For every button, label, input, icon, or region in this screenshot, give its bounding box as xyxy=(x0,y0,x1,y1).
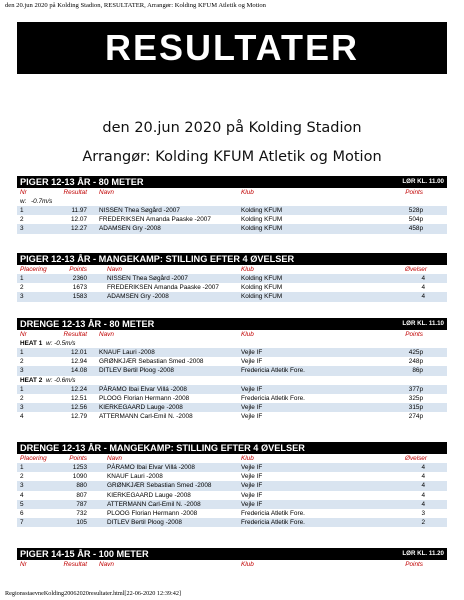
cell-points: 4 xyxy=(421,293,425,301)
cell-rank: 3 xyxy=(20,367,24,375)
section-time: LØR KL. 11.00 xyxy=(402,178,444,185)
cell-rank: 3 xyxy=(20,293,24,301)
cell-club: Kolding KFUM xyxy=(241,207,283,214)
cell-rank: 2 xyxy=(20,284,24,292)
cell-name: NISSEN Thea Søgård -2007 xyxy=(99,207,180,214)
result-row xyxy=(17,215,447,224)
cell-result: 1673 xyxy=(72,284,87,292)
standings-list xyxy=(17,463,447,527)
col-resultat: Resultat xyxy=(63,561,87,568)
cell-rank: 3 xyxy=(20,403,24,411)
section-title: DRENGE 12-13 ÅR - MANGEKAMP: STILLING EFTER 4 ØVELSER xyxy=(20,443,305,453)
cell-name: FREDERIKSEN Amanda Paaske -2007 xyxy=(99,216,211,224)
cell-result: 2360 xyxy=(72,275,87,282)
column-headers xyxy=(17,188,447,197)
result-row xyxy=(17,472,447,481)
cell-result: 787 xyxy=(76,500,87,508)
heat-2-label: HEAT 2 xyxy=(20,376,43,384)
cell-result: 12.01 xyxy=(71,349,87,356)
section-header xyxy=(17,548,447,560)
cell-name: ADAMSEN Gry -2008 xyxy=(99,225,161,233)
cell-rank: 1 xyxy=(20,464,24,471)
col-nr: Nr xyxy=(20,561,27,568)
section-title: PIGER 12-13 ÅR - 80 METER xyxy=(20,177,144,187)
heat-2-wind: w: -0.6m/s xyxy=(46,376,76,384)
cell-rank: 5 xyxy=(20,500,24,508)
result-row xyxy=(17,366,447,375)
col-nr: Nr xyxy=(20,331,27,338)
cell-rank: 1 xyxy=(20,385,24,393)
result-row xyxy=(17,518,447,527)
cell-club: Kolding KFUM xyxy=(241,293,283,301)
col-placering: Placering xyxy=(20,266,47,273)
cell-points: 248p xyxy=(408,358,423,366)
col-navn: Navn xyxy=(107,455,122,462)
cell-club: Vejle IF xyxy=(241,385,263,393)
cell-club: Vejle IF xyxy=(241,482,263,490)
results-banner: RESULTATER xyxy=(17,22,447,74)
cell-name: ATTERMANN Carl-Emil N. -2008 xyxy=(107,500,201,508)
cell-club: Kolding KFUM xyxy=(241,275,283,282)
cell-name: ATTERMANN Carl-Emil N. -2008 xyxy=(99,413,193,421)
section-title: DRENGE 12-13 ÅR - 80 METER xyxy=(20,319,155,329)
result-row xyxy=(17,274,447,283)
result-row xyxy=(17,412,447,421)
cell-result: 807 xyxy=(76,491,87,499)
col-points: Points xyxy=(405,561,423,568)
cell-name: NISSEN Thea Søgård -2007 xyxy=(107,275,188,282)
col-points: Points xyxy=(69,266,87,273)
cell-points: 315p xyxy=(408,403,423,411)
cell-club: Fredericia Atletik Fore. xyxy=(241,394,305,402)
col-points: Points xyxy=(69,455,87,462)
result-row xyxy=(17,463,447,472)
cell-rank: 1 xyxy=(20,275,24,282)
section-time: LØR KL. 11.10 xyxy=(402,320,444,327)
standings-list xyxy=(17,274,447,302)
section-girls-100m xyxy=(17,548,447,569)
cell-points: 4 xyxy=(421,473,425,481)
cell-name: ADAMSEN Gry -2008 xyxy=(107,293,169,301)
cell-result: 12.56 xyxy=(71,403,87,411)
section-girls-80m xyxy=(17,176,447,234)
cell-club: Vejle IF xyxy=(241,491,263,499)
cell-points: 274p xyxy=(408,413,423,421)
col-resultat: Resultat xyxy=(63,189,87,196)
cell-points: 4 xyxy=(421,275,425,282)
section-title: PIGER 12-13 ÅR - MANGEKAMP: STILLING EFTER 4 ØVELSER xyxy=(20,254,295,264)
cell-points: 4 xyxy=(421,500,425,508)
cell-points: 4 xyxy=(421,491,425,499)
column-headers xyxy=(17,265,447,274)
cell-club: Vejle IF xyxy=(241,500,263,508)
result-row xyxy=(17,348,447,357)
cell-name: DITLEV Bertil Ploog -2008 xyxy=(107,519,182,527)
column-headers xyxy=(17,454,447,463)
cell-rank: 2 xyxy=(20,473,24,481)
col-navn: Navn xyxy=(99,331,114,338)
cell-result: 1253 xyxy=(72,464,87,471)
result-row xyxy=(17,224,447,233)
section-boys-multievent xyxy=(17,442,447,527)
cell-club: Vejle IF xyxy=(241,349,263,356)
cell-rank: 4 xyxy=(20,413,24,421)
cell-result: 12.27 xyxy=(71,225,87,233)
result-row xyxy=(17,292,447,301)
heat-2-row xyxy=(17,376,447,385)
col-points: Points xyxy=(405,189,423,196)
results-list xyxy=(17,206,447,234)
wind-label: w: xyxy=(20,198,27,205)
cell-points: 4 xyxy=(421,284,425,292)
heat-1-label: HEAT 1 xyxy=(20,340,43,347)
section-boys-80m xyxy=(17,318,447,421)
cell-name: KIERKEGAARD Lauge -2008 xyxy=(107,491,191,499)
wind-row xyxy=(17,197,447,206)
cell-result: 880 xyxy=(76,482,87,490)
col-resultat: Resultat xyxy=(63,331,87,338)
cell-rank: 2 xyxy=(20,358,24,366)
cell-name: GRØNKJÆR Sebastian Smed -2008 xyxy=(107,482,212,490)
col-navn: Navn xyxy=(99,561,114,568)
col-placering: Placering xyxy=(20,455,47,462)
cell-points: 4 xyxy=(421,482,425,490)
section-header xyxy=(17,253,447,265)
col-navn: Navn xyxy=(99,189,114,196)
result-row xyxy=(17,491,447,500)
cell-name: PÀRAMO Ibai Elvar Villá -2008 xyxy=(107,464,195,471)
cell-name: PLOOG Florian Hermann -2008 xyxy=(107,509,198,517)
cell-points: 504p xyxy=(408,216,423,224)
cell-rank: 3 xyxy=(20,225,24,233)
col-ovelser: Øvelser xyxy=(404,455,427,462)
cell-result: 1583 xyxy=(72,293,87,301)
cell-rank: 3 xyxy=(20,482,24,490)
section-time: LØR KL. 11.20 xyxy=(402,550,444,557)
cell-club: Vejle IF xyxy=(241,358,263,366)
cell-name: DITLEV Bertil Ploog -2008 xyxy=(99,367,174,375)
cell-points: 458p xyxy=(408,225,423,233)
cell-club: Kolding KFUM xyxy=(241,225,283,233)
result-row xyxy=(17,283,447,292)
cell-rank: 4 xyxy=(20,491,24,499)
cell-club: Fredericia Atletik Fore. xyxy=(241,519,305,527)
cell-points: 425p xyxy=(408,349,423,356)
cell-club: Fredericia Atletik Fore. xyxy=(241,509,305,517)
col-klub: Klub xyxy=(241,331,254,338)
result-row xyxy=(17,509,447,518)
result-row xyxy=(17,206,447,215)
result-row xyxy=(17,357,447,366)
cell-name: GRØNKJÆR Sebastian Smed -2008 xyxy=(99,358,204,366)
result-row xyxy=(17,394,447,403)
col-navn: Navn xyxy=(107,266,122,273)
cell-result: 732 xyxy=(76,509,87,517)
col-klub: Klub xyxy=(241,561,254,568)
cell-result: 12.79 xyxy=(71,413,87,421)
cell-points: 528p xyxy=(408,207,423,214)
cell-result: 1090 xyxy=(72,473,87,481)
col-nr: Nr xyxy=(20,189,27,196)
cell-points: 4 xyxy=(421,464,425,471)
organizer-subtitle: Arrangør: Kolding KFUM Atletik og Motion xyxy=(82,149,382,165)
print-header: den 20.jun 2020 på Kolding Stadion, RESULTATER, Arrangør: Kolding KFUM Atletik og Motion xyxy=(5,2,266,9)
cell-club: Vejle IF xyxy=(241,473,263,481)
col-klub: Klub xyxy=(241,189,254,196)
heat-1-wind: w: -0.5m/s xyxy=(46,340,76,347)
col-points: Points xyxy=(405,331,423,338)
cell-club: Vejle IF xyxy=(241,464,263,471)
cell-points: 325p xyxy=(408,394,423,402)
cell-points: 2 xyxy=(421,519,425,527)
result-row xyxy=(17,500,447,509)
heat-1-row xyxy=(17,339,447,348)
cell-rank: 2 xyxy=(20,216,24,224)
cell-result: 12.07 xyxy=(71,216,87,224)
result-row xyxy=(17,385,447,394)
cell-rank: 2 xyxy=(20,394,24,402)
heat-1-results xyxy=(17,348,447,376)
result-row xyxy=(17,403,447,412)
cell-rank: 6 xyxy=(20,509,24,517)
cell-points: 377p xyxy=(408,385,423,393)
col-klub: Klub xyxy=(241,266,254,273)
cell-name: FREDERIKSEN Amanda Paaske -2007 xyxy=(107,284,219,292)
cell-name: KNAUF Lauri -2008 xyxy=(99,349,155,356)
cell-club: Kolding KFUM xyxy=(241,284,283,292)
section-title: PIGER 14-15 ÅR - 100 METER xyxy=(20,549,149,559)
heat-2-results xyxy=(17,385,447,422)
cell-club: Vejle IF xyxy=(241,413,263,421)
cell-result: 12.94 xyxy=(71,358,87,366)
section-header xyxy=(17,176,447,188)
section-header xyxy=(17,318,447,330)
result-row xyxy=(17,481,447,490)
cell-club: Kolding KFUM xyxy=(241,216,283,224)
cell-rank: 1 xyxy=(20,207,24,214)
print-footer: RegionsstaevneKolding20062020resultater.html[22-06-2020 12:39:42] xyxy=(5,590,181,597)
col-ovelser: Øvelser xyxy=(404,266,427,273)
column-headers xyxy=(17,560,447,569)
cell-name: PLOOG Florian Hermann -2008 xyxy=(99,394,190,402)
cell-name: PÀRAMO Ibai Elvar Villá -2008 xyxy=(99,385,187,393)
event-date-subtitle: den 20.jun 2020 på Kolding Stadion xyxy=(102,120,362,136)
cell-club: Fredericia Atletik Fore. xyxy=(241,367,305,375)
wind-value: -0.7m/s xyxy=(31,198,53,205)
cell-name: KNAUF Lauri -2008 xyxy=(107,473,163,481)
section-header xyxy=(17,442,447,454)
cell-points: 3 xyxy=(421,509,425,517)
cell-rank: 1 xyxy=(20,349,24,356)
section-girls-multievent xyxy=(17,253,447,302)
cell-points: 86p xyxy=(412,367,423,375)
cell-result: 11.97 xyxy=(71,207,87,214)
cell-name: KIERKEGAARD Lauge -2008 xyxy=(99,403,183,411)
column-headers xyxy=(17,330,447,339)
cell-rank: 7 xyxy=(20,519,24,527)
cell-result: 12.24 xyxy=(71,385,87,393)
col-klub: Klub xyxy=(241,455,254,462)
cell-result: 12.51 xyxy=(71,394,87,402)
cell-result: 105 xyxy=(76,519,87,527)
cell-club: Vejle IF xyxy=(241,403,263,411)
cell-result: 14.08 xyxy=(71,367,87,375)
